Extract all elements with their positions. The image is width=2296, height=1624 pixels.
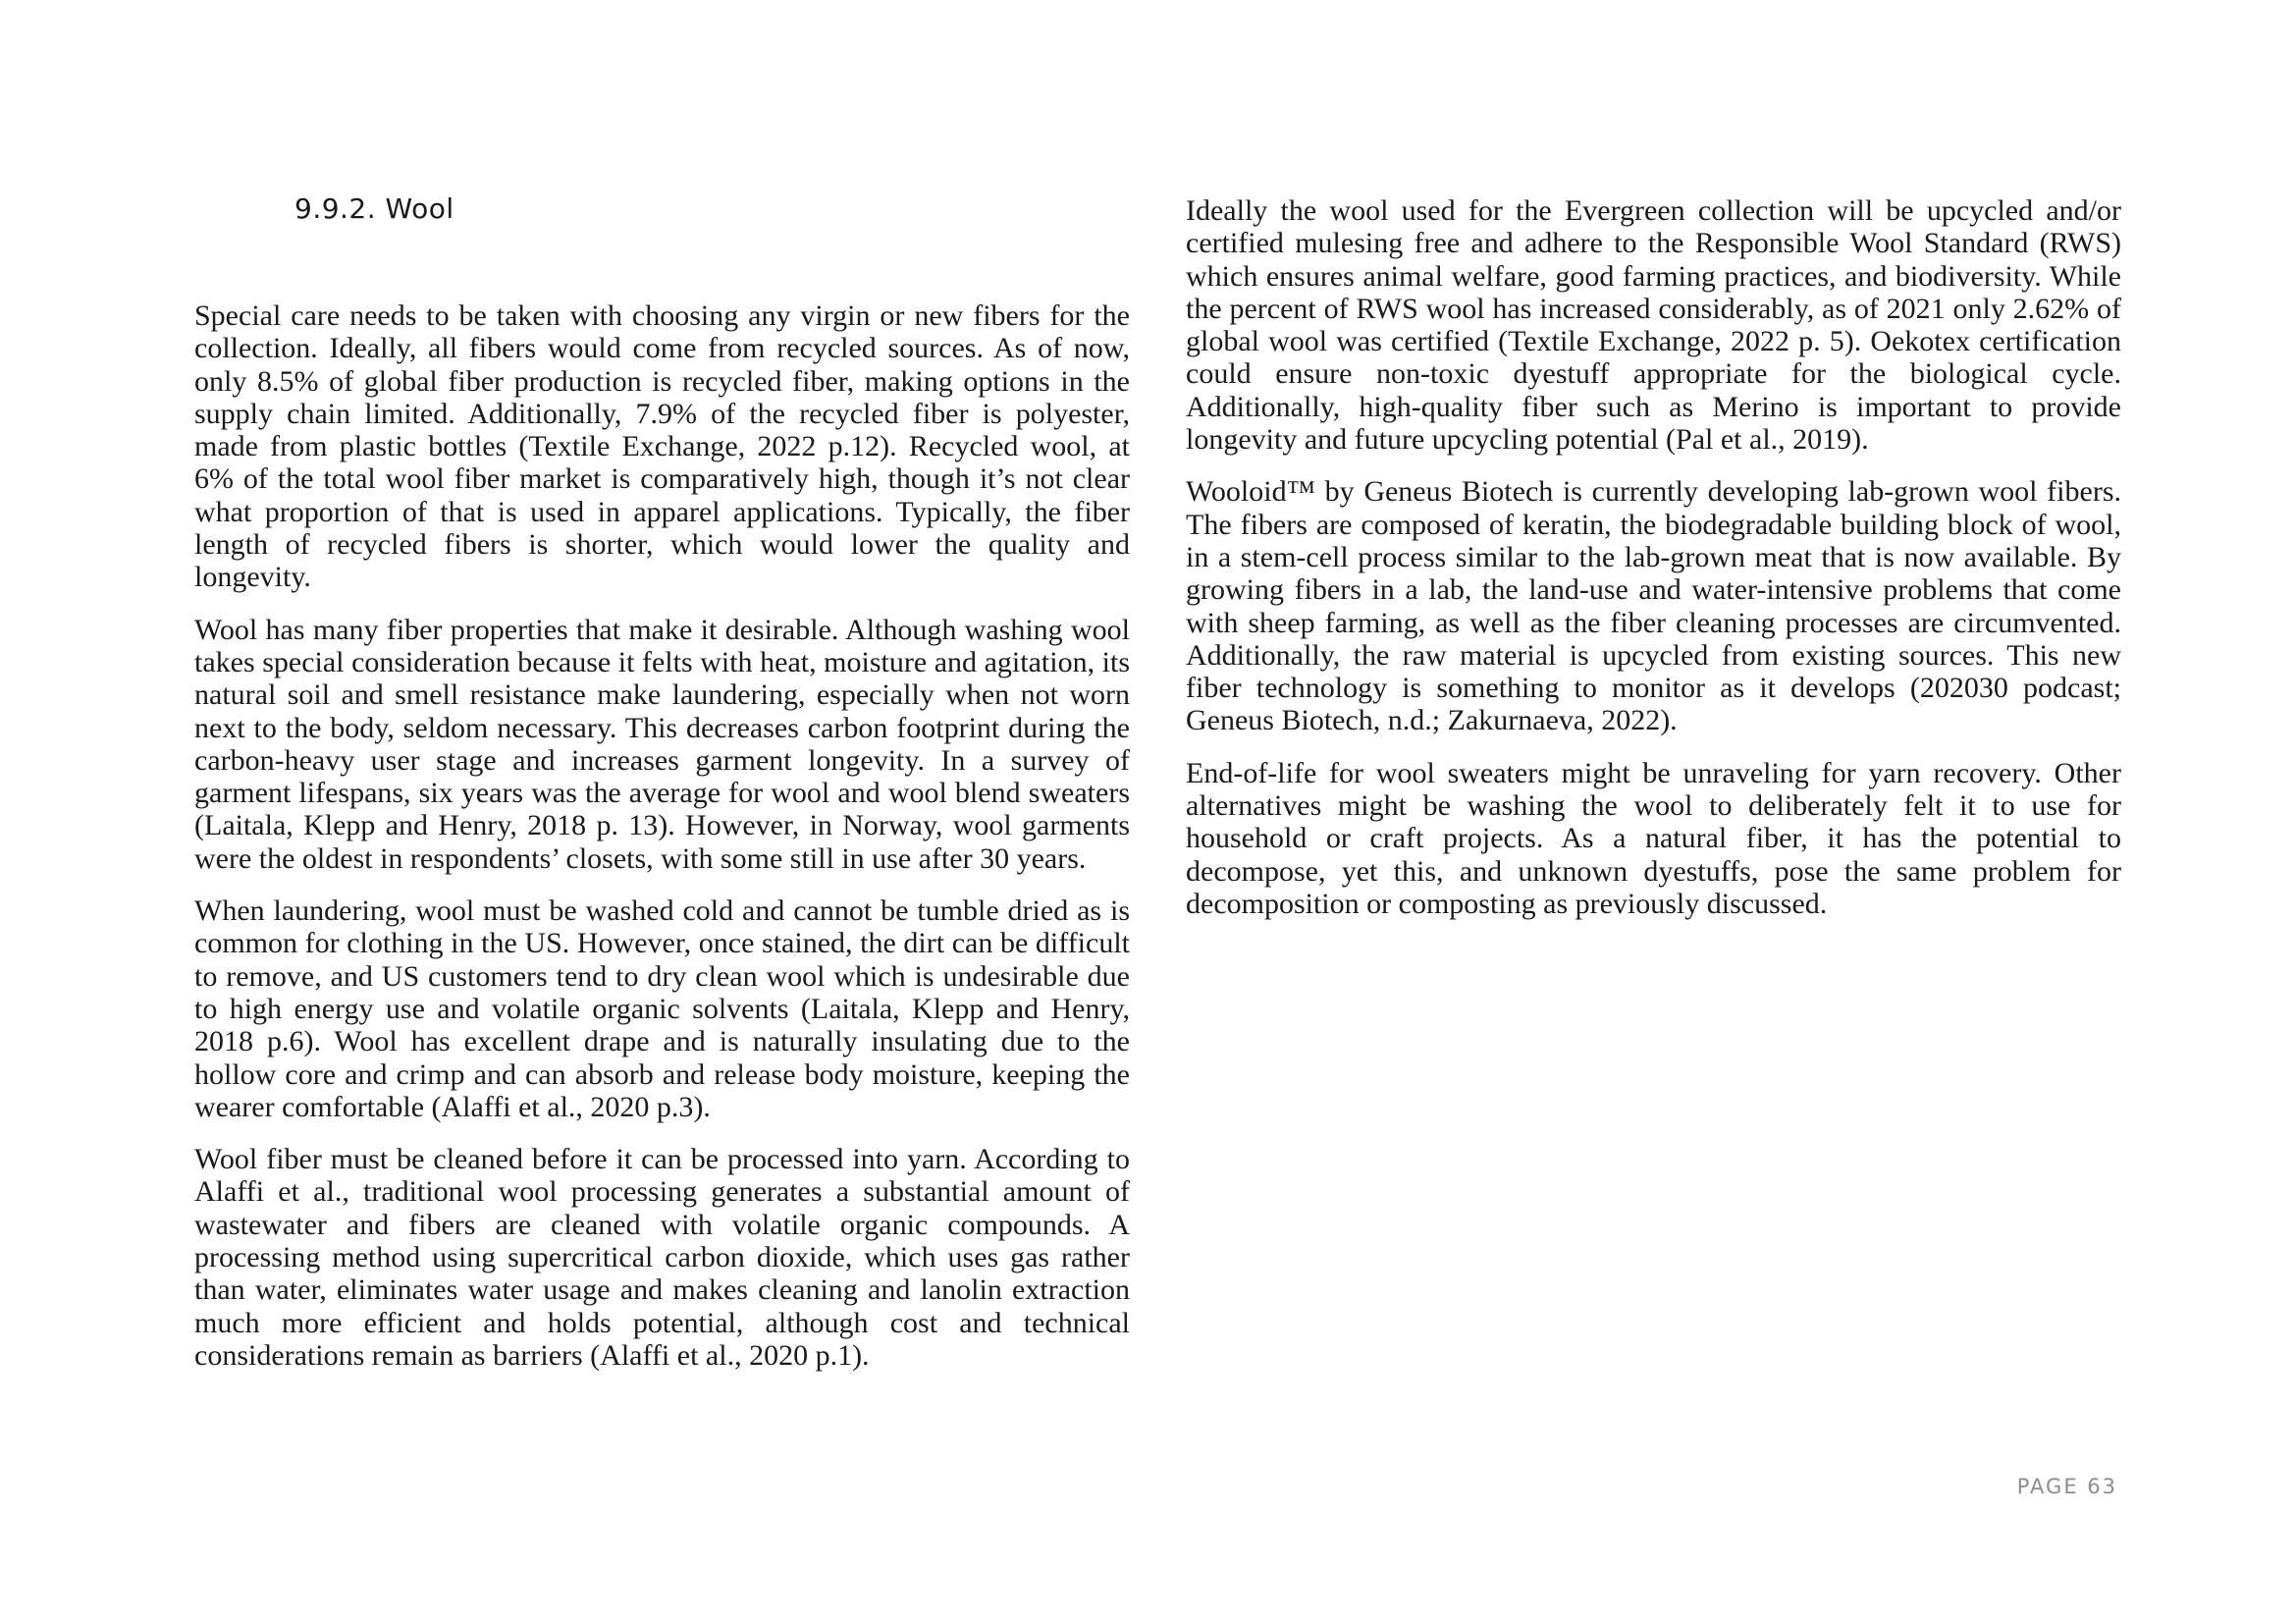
paragraph-wooloid: Wooloid™ by Geneus Biotech is currently developing lab-grown wool fibers. The fibers are composed of keratin, the biodegradable building block of wool, in a stem-cell process similar to the lab-grown meat that is now available. By growing fibers in a lab, the land-use and water-intensive problems that come with sheep farming, as well as the fiber cleaning processes are circumvented. Additionally, the raw material is upcycled from existing sources. This new fiber technology is something to monitor as it develops (202030 podcast; Geneus Biotech, n.d.; Zakurnaeva, 2022). (1186, 475, 2121, 737)
page-number: PAGE 63 (2016, 1475, 2117, 1498)
paragraph-laundering: When laundering, wool must be washed cold and cannot be tumble dried as is common for clothing in the US. However, once stained, the dirt can be difficult to remove, and US customers tend to dry clean wool which is undesirable due to high energy use and volatile organic solvents (Laitala, Klepp and Henry, 2018 p.6). Wool has excellent drape and is naturally insulating due to the hollow core and crimp and can absorb and release body moisture, keeping the wearer comfortable (Alaffi et al., 2020 p.3). (194, 894, 1130, 1123)
paragraph-end-of-life: End-of-life for wool sweaters might be unraveling for yarn recovery. Other alternatives might be washing the wool to deliberately felt it to use for household or craft projects. As a natural fiber, it has the potential to decompose, yet this, and unknown dyestuffs, pose the same problem for decomposition or composting as previously discussed. (1186, 756, 2121, 920)
paragraph-wool-properties: Wool has many fiber properties that make it desirable. Although washing wool takes special consideration because it felts with heat, moisture and agitation, its natural soil and smell resistance make laundering, especially when not worn next to the body, seldom necessary. This decreases carbon footprint during the carbon-heavy user stage and increases garment longevity. In a survey of garment lifespans, six years was the average for wool and wool blend sweaters (Laitala, Klepp and Henry, 2018 p. 13). However, in Norway, wool garments were the oldest in respondents’ closets, with some still in use after 30 years. (194, 613, 1130, 875)
right-text-column (1186, 194, 2121, 940)
section-heading: 9.9.2. Wool (294, 192, 454, 225)
left-text-column (194, 299, 1130, 1391)
paragraph-wool-processing: Wool fiber must be cleaned before it can be processed into yarn. According to Alaffi et al., traditional wool processing generates a substantial amount of wastewater and fibers are cleaned with volatile organic compounds. A processing method using supercritical carbon dioxide, which uses gas rather than water, eliminates water usage and makes cleaning and lanolin extraction much more efficient and holds potential, although cost and technical considerations remain as barriers (Alaffi et al., 2020 p.1). (194, 1143, 1130, 1372)
paragraph-evergreen-wool: Ideally the wool used for the Evergreen collection will be upcycled and/or certified mulesing free and adhere to the Responsible Wool Standard (RWS) which ensures animal welfare, good farming practices, and biodiversity. While the percent of RWS wool has increased considerably, as of 2021 only 2.62% of global wool was certified (Textile Exchange, 2022 p. 5). Oekotex certification could ensure non-toxic dyestuff appropriate for the biological cycle. Additionally, high-quality fiber such as Merino is important to provide longevity and future upcycling potential (Pal et al., 2019). (1186, 194, 2121, 457)
paragraph-recycled-fibers: Special care needs to be taken with choosing any virgin or new fibers for the collection. Ideally, all fibers would come from recycled sources. As of now, only 8.5% of global fiber production is recycled fiber, making options in the supply chain limited. Additionally, 7.9% of the recycled fiber is polyester, made from plastic bottles (Textile Exchange, 2022 p.12). Recycled wool, at 6% of the total wool fiber market is comparatively high, though it’s not clear what proportion of that is used in apparel applications. Typically, the fiber length of recycled fibers is shorter, which would lower the quality and longevity. (194, 299, 1130, 594)
